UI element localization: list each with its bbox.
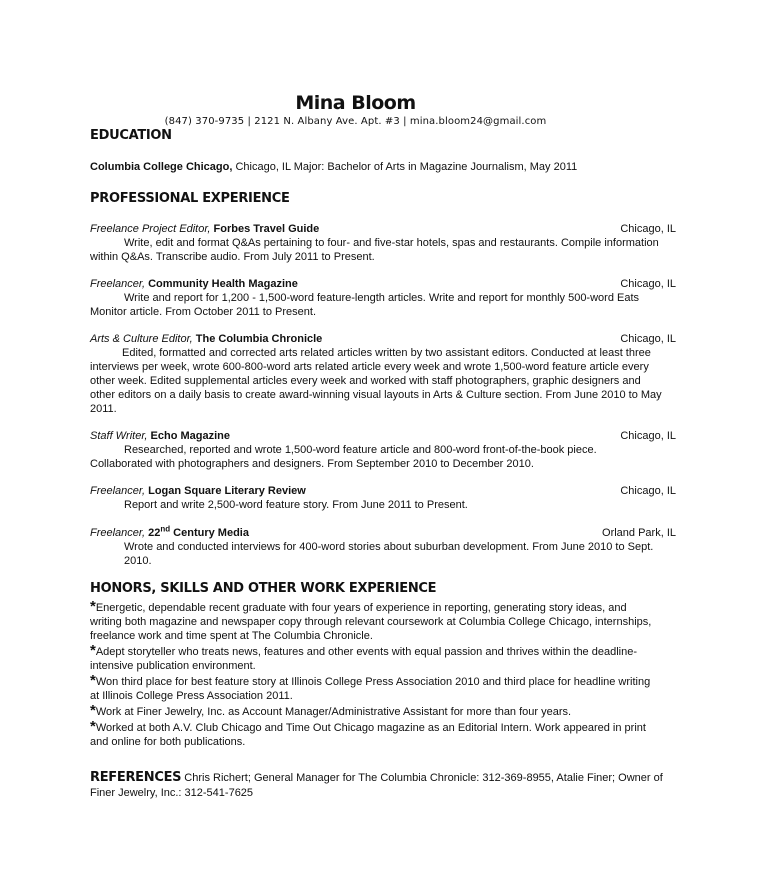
entry-desc-line: 2011. (90, 403, 117, 415)
entry-desc-line: within Q&As. Transcribe audio. From July 2011 to Present. (90, 251, 375, 263)
honors-line: freelance work and time spent at The Columbia Chronicle. (90, 630, 373, 642)
experience-entry (90, 277, 680, 319)
entry-role: Freelance Project Editor, (90, 223, 211, 235)
honors-item (90, 642, 680, 673)
honors-line: Worked at both A.V. Club Chicago and Time Out Chicago magazine as an Editorial Intern. Work appeared in print (95, 722, 646, 734)
entry-org-ordinal: nd (160, 524, 171, 534)
contact-line: (847) 370-9735 | 2121 N. Albany Ave. Apt. #3 | mina.bloom24@gmail.com (164, 116, 547, 127)
entry-desc-line: other editors on a daily basis to create award-winning visual layouts in Arts & Culture section. From June 2010 to May (90, 389, 662, 401)
entry-org (148, 524, 249, 539)
references-heading: REFERENCES (90, 770, 182, 785)
experience-entry (90, 526, 680, 568)
references-line: Finer Jewelry, Inc.: 312-541-7625 (90, 787, 254, 799)
experience-entry (90, 222, 680, 264)
bullet-marker: * (90, 702, 96, 719)
education-line (90, 160, 690, 174)
entry-org: Forbes Travel Guide (213, 223, 320, 235)
school-name: Columbia College Chicago, (90, 161, 233, 173)
entry-header (90, 277, 680, 291)
education-heading: EDUCATION (90, 128, 172, 143)
entry-desc-line: Edited, formatted and corrected arts related articles written by two assistant editors. Conducted at least three (122, 347, 651, 359)
entry-org: Community Health Magazine (148, 278, 298, 290)
education-details: Chicago, IL Major: Bachelor of Arts in Magazine Journalism, May 2011 (232, 161, 578, 173)
entry-desc-line: Collaborated with photographers and designers. From September 2010 to December 2010. (90, 458, 534, 470)
honors-line: intensive publication environment. (90, 660, 256, 672)
entry-role: Freelancer, (90, 278, 146, 290)
bullet-marker: * (90, 672, 96, 689)
honors-line: Won third place for best feature story at Illinois College Press Association 2010 and third place for headline writing (95, 676, 651, 688)
honors-item (90, 598, 680, 643)
bullet-marker: * (90, 718, 96, 735)
entry-org: Logan Square Literary Review (148, 485, 306, 497)
bullet-marker: * (90, 598, 96, 615)
experience-entry (90, 429, 680, 471)
bullet-marker: * (90, 642, 96, 659)
honors-line: Work at Finer Jewelry, Inc. as Account Manager/Administrative Assistant for more than four years. (95, 706, 572, 718)
references-line: Chris Richert; General Manager for The Columbia Chronicle: 312-369-8955, Atalie Finer; Owner of (181, 772, 663, 784)
honors-line: and online for both publications. (90, 736, 246, 748)
entry-org: The Columbia Chronicle (195, 333, 323, 345)
entry-desc-line: 2010. (124, 555, 152, 567)
entry-location: Chicago, IL (620, 278, 676, 290)
entry-header (90, 526, 680, 540)
honors-line: Energetic, dependable recent graduate with four years of experience in reporting, generating story ideas, and (95, 602, 627, 614)
experience-entry (90, 484, 680, 512)
entry-header (90, 332, 680, 346)
honors-line: writing both magazine and newspaper copy through relevant coursework at Columbia College Chicago, internships, (90, 616, 652, 628)
honors-heading: HONORS, SKILLS AND OTHER WORK EXPERIENCE (90, 581, 437, 596)
entry-desc-line: Write, edit and format Q&As pertaining to four- and five-star hotels, spas and restaurants. Compile information (124, 237, 659, 249)
entry-location: Chicago, IL (620, 430, 676, 442)
candidate-name: Mina Bloom (295, 92, 416, 114)
entry-location: Chicago, IL (620, 223, 676, 235)
honors-line: at Illinois College Press Association 2011. (90, 690, 293, 702)
honors-item (90, 672, 680, 703)
references-block (90, 770, 680, 801)
entry-role: Freelancer, (90, 485, 146, 497)
entry-org-number: 22 (148, 527, 161, 539)
entry-location: Chicago, IL (620, 485, 676, 497)
experience-entry (90, 332, 680, 416)
entry-desc-line: Report and write 2,500-word feature story. From June 2011 to Present. (124, 499, 468, 511)
entry-location: Chicago, IL (620, 333, 676, 345)
entry-desc-line: Wrote and conducted interviews for 400-word stories about suburban development. From June 2010 to Sept. (124, 541, 654, 553)
entry-role: Arts & Culture Editor, (90, 333, 193, 345)
entry-header (90, 429, 680, 443)
entry-desc-line: Monitor article. From October 2011 to Present. (90, 306, 316, 318)
entry-desc-line: Write and report for 1,200 - 1,500-word feature-length articles. Write and report for monthly 500-word Eats (124, 292, 640, 304)
entry-org-name: Century Media (170, 527, 249, 539)
entry-location: Orland Park, IL (602, 527, 676, 539)
entry-header (90, 222, 680, 236)
honors-list (90, 598, 680, 751)
entry-role: Freelancer, (90, 527, 146, 539)
entry-desc-line: interviews per week, wrote 600-800-word arts related article every week and wrote 1,500-word feature article every (90, 361, 649, 373)
honors-line: Adept storyteller who treats news, features and other events with equal passion and thrives within the deadline- (95, 646, 637, 658)
honors-item (90, 702, 680, 719)
entry-role: Staff Writer, (90, 430, 148, 442)
entry-org: Echo Magazine (150, 430, 230, 442)
honors-item (90, 718, 680, 749)
entry-header (90, 484, 680, 498)
experience-heading: PROFESSIONAL EXPERIENCE (90, 191, 290, 206)
entry-desc-line: other week. Edited supplemental articles every week and worked with staff photographers, graphic designers and (90, 375, 641, 387)
entry-desc-line: Researched, reported and wrote 1,500-word feature article and 800-word front-of-the-book piece. (124, 444, 597, 456)
